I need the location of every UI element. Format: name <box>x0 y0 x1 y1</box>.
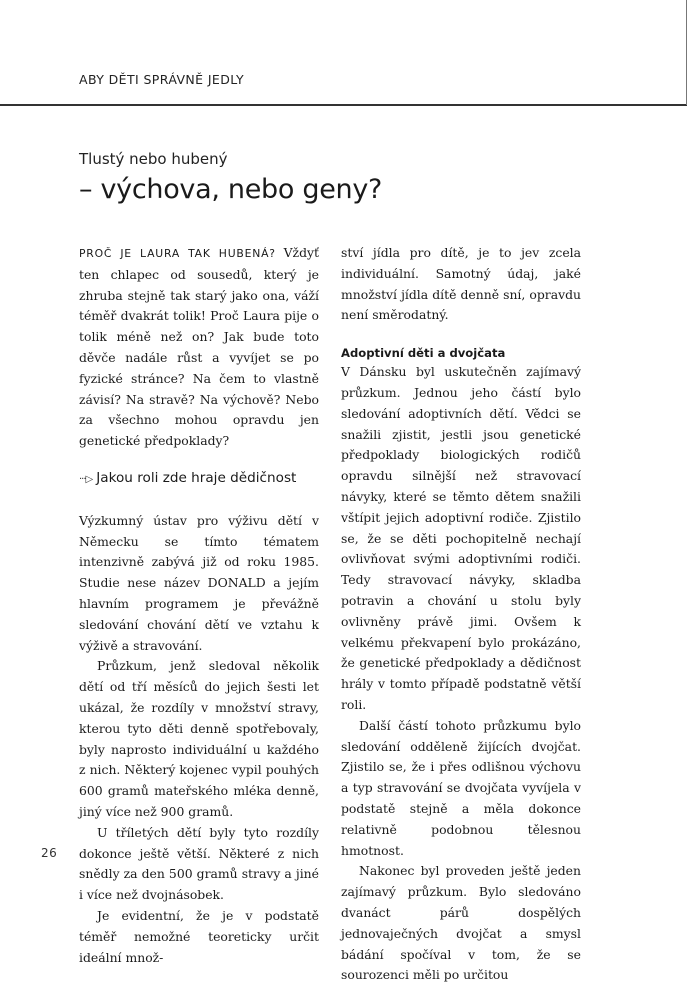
body-paragraph: Průzkum, jenž sledoval několik dětí od tří měsíců do jejich šesti let ukázal, že rozdíly v množství stravy, kterou tyto děti denně spotřebovaly, byly naprosto individuální u každého z nich. Některý kojenec vypil pouhých 600 gramů mateřského mléka denně, jiný více než 900 gramů. <box>79 658 319 819</box>
section-heading-text: Jakou roli zde hraje dědičnost <box>96 469 297 486</box>
sub-heading: Adoptivní děti a dvojčata <box>341 346 506 361</box>
intro-paragraph <box>79 243 319 452</box>
body-paragraph: Nakonec byl proveden ještě jeden zajímavý průzkum. Bylo sledováno dvanáct párů dospělých jednovaječných dvojčat a smysl bádání spočíval v tom, že se sourozenci měli po určitou <box>341 863 581 983</box>
body-paragraph: U tříletých dětí byly tyto rozdíly dokonce ještě větší. Některé z nich snědly za den 500 gramů stravy a jiné i více než dvojnásobek. <box>79 824 319 903</box>
lead-in-caps: PROČ JE LAURA TAK HUBENÁ? <box>79 247 276 260</box>
body-paragraph: V Dánsku byl uskutečněn zajímavý průzkum. Jednou jeho částí bylo sledování adoptivních dětí. Vědci se snažili zjistit, jestli jsou genetické předpoklady biologických rodičů opravdu silnější než stravovací návyky, které se těmto dětem snažili vštípit jejich adoptivní rodiče. Zjistilo se, že se děti pochopitelně nechají ovlivňovat svými adoptivními rodiči. Tedy stravovací návyky, skladba potravin a chování u stolu byly ovlivněny právě jimi. Ovšem k velkému překvapení bylo prokázáno, že genetické předpoklady a dědičnost hrály v tomto případě podstatně větší roli. <box>341 364 581 712</box>
page-number: 26 <box>41 846 58 860</box>
arrow-icon: ···▷ <box>79 473 93 485</box>
body-paragraph: Je evidentní, že je v podstatě téměř nemožné teoreticky určit ideální množ- <box>79 907 319 965</box>
chapter-title: – výchova, nebo geny? <box>79 174 383 205</box>
page-edge-rule <box>686 0 687 105</box>
body-paragraph: Další částí tohoto průzkumu bylo sledování odděleně žijících dvojčat. Zjistilo se, že i přes odlišnou výchovu a typ stravování se dvojčata vyvíjela v podstatě stejně a měla dokonce relativně podobnou tělesnou hmotnost. <box>341 717 581 858</box>
intro-text: Vždyť ten chlapec od sousedů, který je zhruba stejně tak starý jako ona, váží téměř dvakrát tolik! Proč Laura pije o tolik méně než on? Jak bude toto děvče nadále růst a vyvíjet se po fyzické stránce? Na čem to vlastně závisí? Na stravě? Na výchově? Nebo za všechno mohou opravdu jen genetické předpoklady? <box>79 245 319 449</box>
left-column <box>79 243 319 968</box>
body-paragraph: Výzkumný ústav pro výživu dětí v Německu se tímto tématem intenzivně zabývá již od roku 1985. Studie nese název DONALD a jejím hlavním programem je převážně sledování chování dětí ve vztahu k výživě a stravování. <box>79 512 319 653</box>
header-rule <box>0 104 687 106</box>
running-head: ABY DĚTI SPRÁVNĚ JEDLY <box>79 72 244 87</box>
continuation-paragraph: ství jídla pro dítě, je to jev zcela individuální. Samotný údaj, jaké množství jídla dítě denně sní, opravdu není směrodatný. <box>341 245 581 323</box>
chapter-subtitle: Tlustý nebo hubený <box>79 150 228 168</box>
right-column <box>341 243 581 986</box>
section-heading <box>79 468 319 491</box>
